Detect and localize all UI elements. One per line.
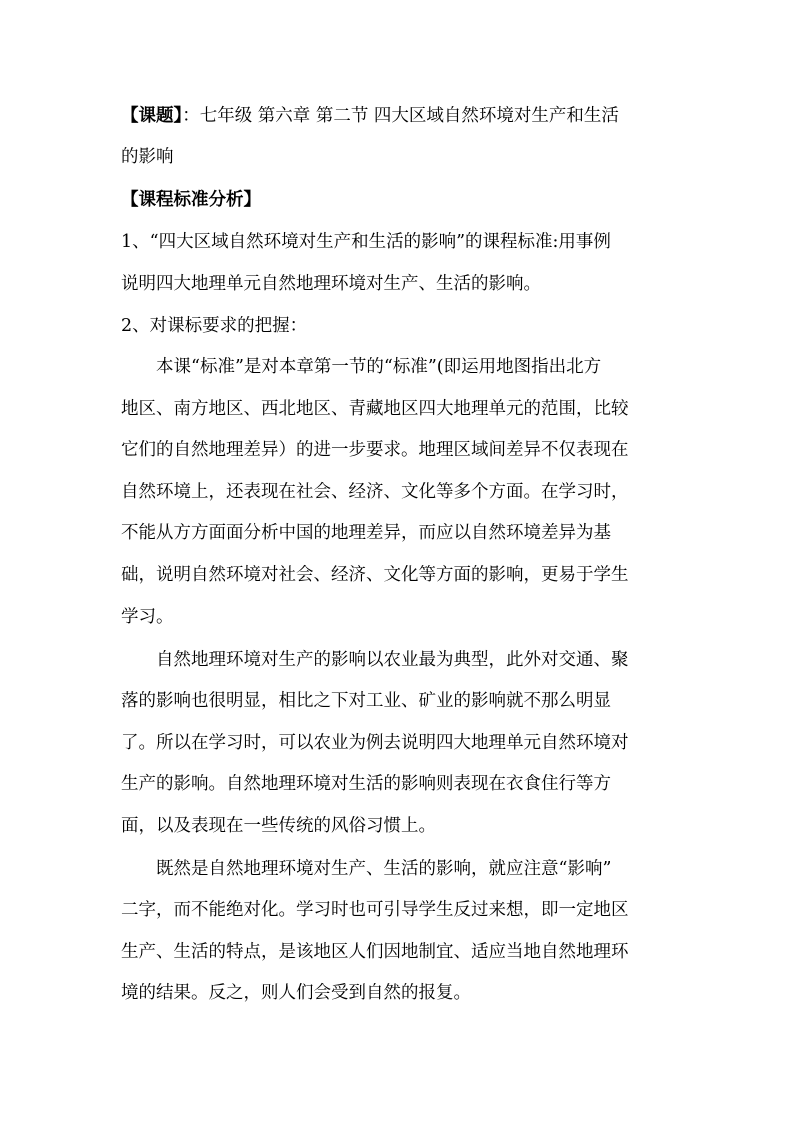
para2-line: 生产的影响。自然地理环境对生活的影响则表现在衣食住行等方 (121, 774, 611, 794)
title-label: 【课题】 (121, 106, 183, 126)
para1-line: 自然环境上，还表现在社会、经济、文化等多个方面。在学习时， (121, 482, 629, 502)
para3-line: 既然是自然地理环境对生产、生活的影响，就应注意“影响” (156, 859, 612, 879)
para2-line: 了。所以在学习时，可以农业为例去说明四大地理单元自然环境对 (121, 733, 629, 753)
item1-line-1: 1、“四大区域自然环境对生产和生活的影响”的课程标准:用事例 (121, 232, 611, 252)
para1-line: 地区、南方地区、西北地区、青藏地区四大地理单元的范围，比较 (121, 399, 629, 419)
para3-line: 二字，而不能绝对化。学习时也可引导学生反过来想，即一定地区 (121, 900, 629, 920)
title-line-2: 的影响 (121, 147, 174, 167)
para2-line: 落的影响也很明显，相比之下对工业、矿业的影响就不那么明显 (121, 691, 611, 711)
section-heading: 【课程标准分析】 (121, 190, 261, 210)
para1-line: 础，说明自然环境对社会、经济、文化等方面的影响，更易于学生 (121, 565, 629, 585)
para3-line: 生产、生活的特点，是该地区人们因地制宜、适应当地自然地理环 (121, 942, 629, 962)
para1-line: 学习。 (121, 607, 174, 627)
para3-line: 境的结果。反之，则人们会受到自然的报复。 (121, 983, 471, 1003)
title-line-1 (121, 104, 619, 128)
para1-line: 不能从方方面面分析中国的地理差异，而应以自然环境差异为基 (121, 523, 611, 543)
item2-heading: 2、对课标要求的把握： (121, 316, 308, 336)
para1-line: 它们的自然地理差异）的进一步要求。地理区域间差异不仅表现在 (121, 440, 629, 460)
para2-line: 自然地理环境对生产的影响以农业最为典型，此外对交通、聚 (156, 650, 629, 670)
title-text: ：七年级 第六章 第二节 四大区域自然环境对生产和生活 (182, 106, 619, 126)
para2-line: 面，以及表现在一些传统的风俗习惯上。 (121, 816, 436, 836)
item1-line-2: 说明四大地理单元自然地理环境对生产、生活的影响。 (121, 274, 541, 294)
para1-line: 本课“标准”是对本章第一节的“标准”(即运用地图指出北方 (156, 357, 602, 377)
